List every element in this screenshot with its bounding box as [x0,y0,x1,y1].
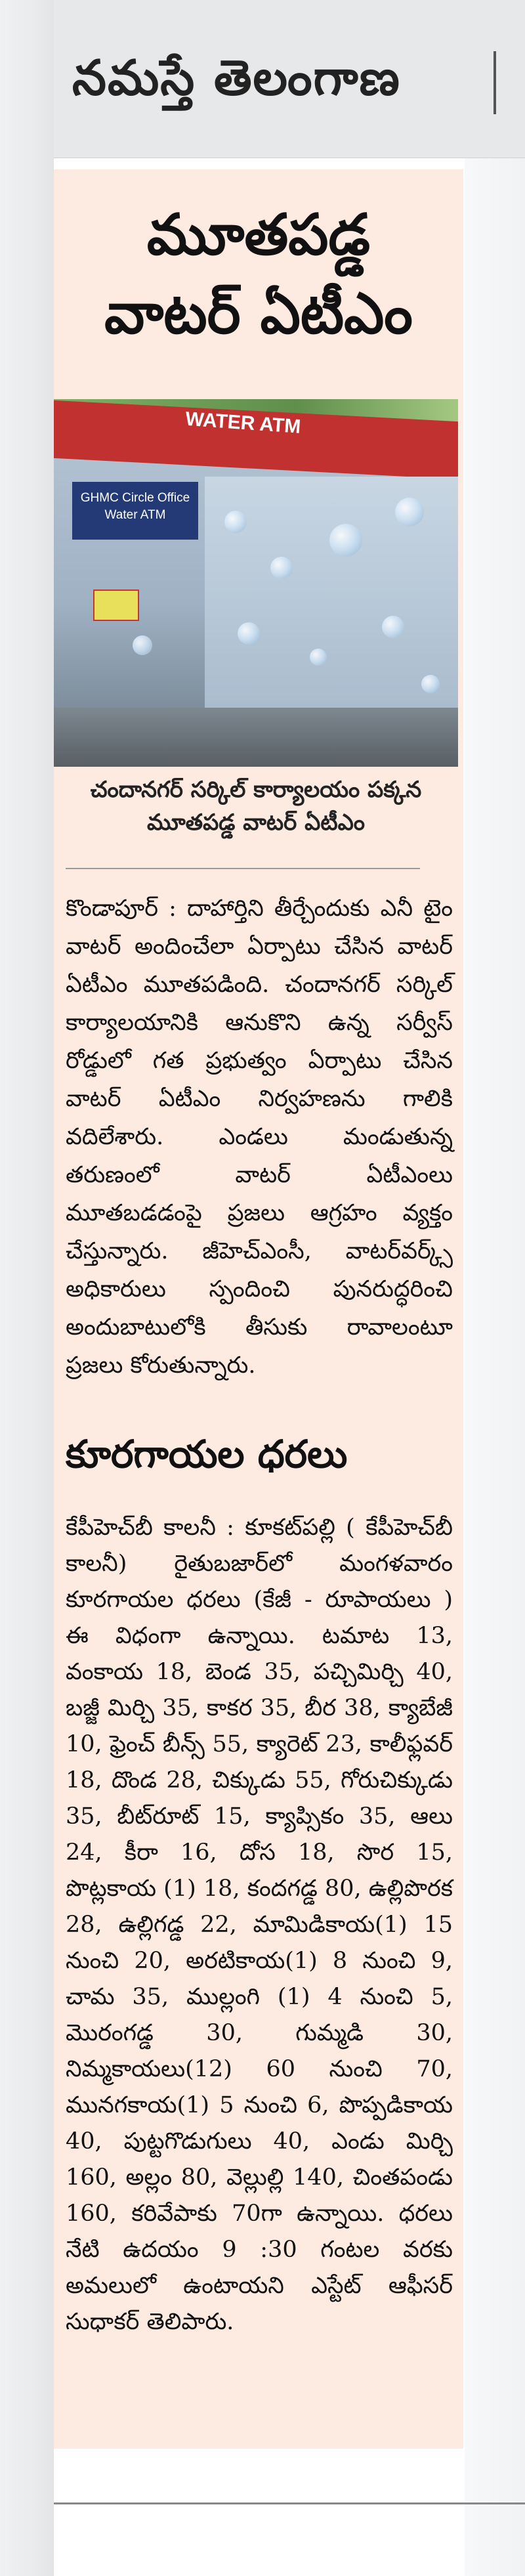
photo-blue-panel [72,482,198,540]
panel-text-line-2: Water ATM [104,508,166,522]
page-margin-right [465,0,525,2576]
water-drop-graphic [382,616,404,638]
water-drop-graphic [224,511,247,533]
next-article-headline [54,2520,525,2576]
water-drop-graphic [329,524,362,557]
newspaper-masthead: నమస్తే తెలంగాణ [72,50,401,106]
headline-line-2: వాటర్ ఏటీఎం [104,281,413,347]
caption-divider [66,868,420,869]
water-drop-graphic [395,498,424,526]
water-atm-photo [54,399,458,767]
page-margin-left [0,0,54,2576]
photo-price-tag [93,590,139,621]
prices-body: కేపీహెచ్‌బీ కాలనీ : కూకట్‌పల్లి ( కేపీహెచ్‌బీ కాలనీ) రైతుబజార్‌లో మంగళవారం కూరగాయల ధరలు (కేజీ - రూపాయలు ) ఈ విధంగా ఉన్నాయి. టమాట 13, వంకాయ 18, బెండ 35, పచ్చిమిర్చి 40, బజ్జీ మిర్చి 35, కాకర 35, బీర 38, క్యాబేజీ 10, ఫ్రెంచ్ బీన్స్ 55, క్యారెట్ 23, కాలీఫ్లవర్ 18, దొండ 28, చిక్కుడు 55, గోరుచిక్కుడు 35, బీట్‌రూట్ 15, క్యాప్సికం 35, ఆలు 24, కీరా 16, దోస 18, సొర 15, పొట్లకాయ (1) 18, కందగడ్డ 80, ఉల్లిపొరక 28, ఉల్లిగడ్డ 22, మామిడికాయ(1) 15 నుంచి 20, అరటికాయ(1) 8 నుంచి 9, చామ 35, ముల్లంగి (1) 4 నుంచి 5, మొరంగడ్డ 30, గుమ్మడి 30, నిమ్మకాయలు(12) 60 నుంచి 70, మునగకాయ(1) 5 నుంచి 6, పొప్పడికాయ 40, పుట్టగొడుగులు 40, ఎండు మిర్చి 160, అల్లం 80, వెల్లుల్లి 140, చింతపండు 160, కరివేపాకు 70గా ఉన్నాయి. ధరలు నేటి ఉదయం 9 :30 గంటల వరకు అమలులో ఉంటాయని ఎస్టేట్ ఆఫీసర్ సుధాకర్ తెలిపారు. [66,1514,453,2335]
water-drop-graphic [310,649,327,666]
photo-sign-text: WATER ATM [184,408,302,438]
water-drop-graphic [270,557,293,579]
panel-text-line-1: GHMC Circle Office [80,491,190,505]
water-drop-graphic [133,635,152,655]
prices-headline: కూరగాయల ధరలు [66,1432,348,1476]
headline-line-1: మూతపడ్డ [146,202,371,268]
masthead-divider [494,51,496,114]
article-body: కొండాపూర్ : దాహార్తిని తీర్చేందుకు ఎనీ టైం వాటర్ అందించేలా ఏర్పాటు చేసిన వాటర్ ఏటీఎం మూతపడింది. చందానగర్ సర్కిల్ కార్యాలయానికి ఆనుకొని ఉన్న సర్వీస్ రోడ్డులో గత ప్రభుత్వం ఏర్పాటు చేసిన వాటర్ ఏటీఎం నిర్వహణను గాలికి వదిలేశారు. ఎండలు మండుతున్న తరుణంలో వాటర్ ఏటీఎంలు మూతబడడంపై ప్రజలు ఆగ్రహం వ్యక్తం చేస్తున్నారు. జీహెచ్ఎంసీ, వాటర్‌వర్క్స్ అధికారులు స్పందించి పునరుద్ధరించి అందుబాటులోకి తీసుకు రావాలంటూ ప్రజలు కోరుతున్నారు. [66,895,453,1379]
article-headline [54,196,463,353]
water-drop-graphic [421,675,440,693]
section-divider [54,2502,525,2504]
photo-caption: చందానగర్ సర్కిల్ కార్యాలయం పక్కన మూతపడ్డ వాటర్ ఏటీఎం [90,777,422,836]
water-drop-graphic [238,622,260,645]
photo-ground [54,708,458,767]
